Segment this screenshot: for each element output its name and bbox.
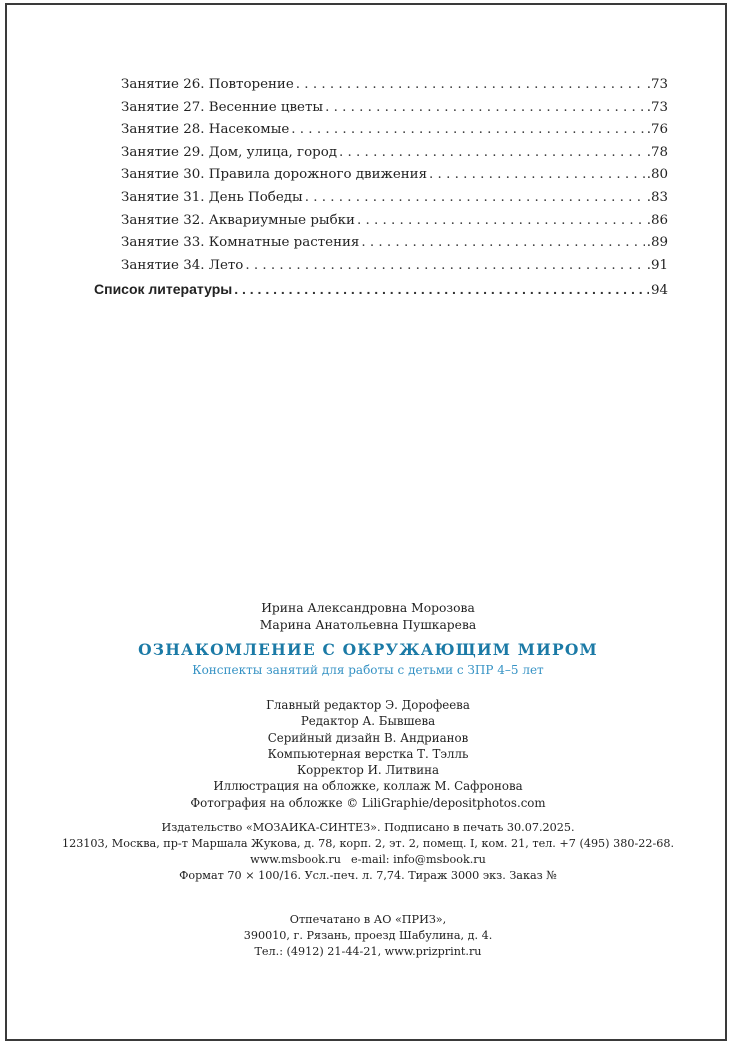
credit-line: Фотография на обложке © LiliGraphie/depositphotos.com: [190, 795, 546, 810]
toc-item-title: Занятие 32. Аквариумные рыбки: [121, 212, 355, 228]
publisher-email-link[interactable]: e-mail: info@msbook.ru: [350, 853, 486, 866]
publisher-info: [0, 820, 736, 884]
toc-dot-leader: [245, 255, 644, 278]
toc-item[interactable]: [94, 232, 668, 255]
toc-dot-leader: [339, 142, 645, 165]
book-subtitle: Конспекты занятий для работы с детьми с ЗПР 4–5 лет: [192, 663, 544, 677]
printer-line: 390010, г. Рязань, проезд Шабулина, д. 4.: [243, 929, 493, 942]
toc-item-bibliography[interactable]: [94, 278, 668, 301]
toc-dot-leader: [325, 97, 645, 120]
credit-line: Редактор А. Бывшева: [300, 714, 436, 729]
author-name: Марина Анатольевна Пушкарева: [259, 618, 477, 632]
toc-dot-leader: [357, 210, 645, 233]
publisher-line: Издательство «МОЗАИКА-СИНТЕЗ». Подписано в печать 30.07.2025.: [161, 821, 575, 834]
toc-item-title: Список литературы: [94, 281, 233, 298]
credit-line: Корректор И. Литвина: [296, 763, 440, 778]
credit-line: Компьютерная верстка Т. Тэлль: [267, 746, 469, 761]
toc-item-title: Занятие 31. День Победы: [121, 189, 303, 205]
publisher-contacts: [0, 852, 736, 868]
credit-line: Иллюстрация на обложке, коллаж М. Сафронова: [213, 779, 523, 794]
toc-item-title: Занятие 30. Правила дорожного движения: [121, 167, 428, 183]
toc-item[interactable]: [94, 164, 668, 187]
toc-dot-leader: [429, 164, 645, 187]
publisher-address: 123103, Москва, пр-т Маршала Жукова, д. 78, корп. 2, эт. 2, помещ. I, ком. 21, тел. +7 (495) 380-22-68.: [61, 837, 675, 850]
toc-item-title: Занятие 27. Весенние цветы: [121, 99, 324, 115]
credit-line: Серийный дизайн В. Андрианов: [267, 730, 469, 745]
toc-item[interactable]: [94, 74, 668, 97]
credit-line: Главный редактор Э. Дорофеева: [266, 698, 470, 712]
toc-item-page: .73: [646, 99, 668, 115]
toc-item-page: .76: [646, 122, 668, 138]
toc-item-page: .73: [646, 77, 668, 92]
toc-dot-leader: [234, 278, 649, 301]
toc-dot-leader: [361, 232, 644, 255]
toc-item-title: Занятие 29. Дом, улица, город: [121, 144, 338, 160]
printer-info: [0, 912, 736, 960]
toc-dot-leader: [305, 187, 645, 210]
toc-item-page: .78: [646, 144, 668, 160]
toc-item[interactable]: [94, 255, 668, 278]
toc-item-page: .80: [646, 167, 668, 183]
author-name: Ирина Александровна Морозова: [261, 601, 475, 615]
credits: [0, 697, 736, 811]
publisher-website-link[interactable]: www.msbook.ru: [250, 853, 341, 866]
table-of-contents: [94, 74, 668, 301]
printer-line: Отпечатано в АО «ПРИЗ»,: [289, 913, 447, 926]
authors: [0, 600, 736, 634]
toc-item-title: Занятие 28. Насекомые: [121, 122, 290, 138]
toc-item[interactable]: [94, 119, 668, 142]
toc-item[interactable]: [94, 97, 668, 120]
toc-item-title: Занятие 34. Лето: [121, 257, 244, 273]
toc-item-title: Занятие 26. Повторение: [121, 77, 294, 92]
toc-item-page: .91: [646, 257, 668, 273]
print-format: Формат 70 × 100/16. Усл.-печ. л. 7,74. Тираж 3000 экз. Заказ №: [179, 869, 557, 882]
toc-item-title: Занятие 33. Комнатные растения: [121, 235, 360, 251]
printer-line: Тел.: (4912) 21-44-21, www.prizprint.ru: [254, 945, 482, 958]
toc-item[interactable]: [94, 187, 668, 210]
toc-dot-leader: [296, 74, 645, 97]
toc-item-page: .86: [646, 212, 668, 228]
toc-item-page: 94: [650, 283, 668, 299]
toc-dot-leader: [291, 119, 644, 142]
book-title: ОЗНАКОМЛЕНИЕ С ОКРУЖАЮЩИМ МИРОМ: [138, 640, 598, 659]
toc-item[interactable]: [94, 210, 668, 233]
toc-item-page: .83: [646, 189, 668, 205]
toc-item-page: .89: [646, 235, 668, 251]
toc-item[interactable]: [94, 142, 668, 165]
